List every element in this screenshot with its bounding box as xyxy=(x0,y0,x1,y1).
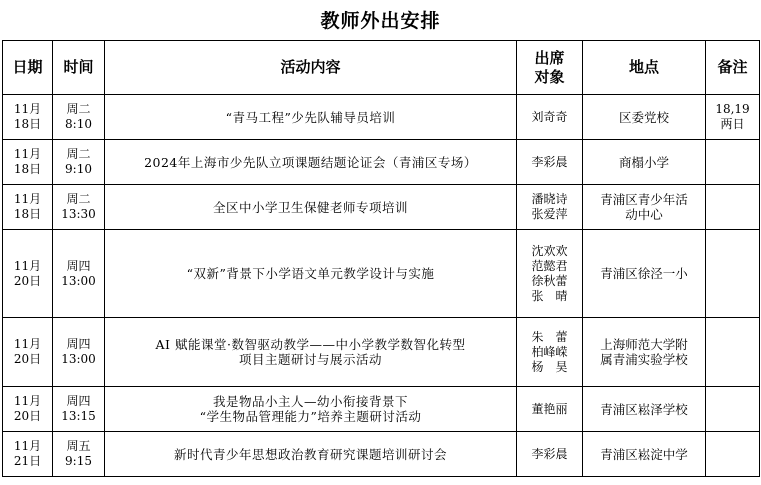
time-cell: 周四 13:15 xyxy=(53,387,105,432)
content-cell: 2024年上海市少先队立项课题结题论证会（青浦区专场） xyxy=(105,140,517,185)
table-row xyxy=(3,185,760,230)
date-cell: 11月 20日 xyxy=(3,387,53,432)
table-row xyxy=(3,95,760,140)
schedule-table xyxy=(2,40,760,477)
attendee-cell: 刘奇奇 xyxy=(517,95,583,140)
content-cell: 全区中小学卫生保健老师专项培训 xyxy=(105,185,517,230)
location-cell: 青浦区青少年活 动中心 xyxy=(583,185,706,230)
time-cell: 周五 9:15 xyxy=(53,432,105,477)
location-cell: 青浦区崧泽学校 xyxy=(583,387,706,432)
page-title: 教师外出安排 xyxy=(320,10,441,32)
location-cell: 区委党校 xyxy=(583,95,706,140)
table-row xyxy=(3,230,760,318)
header-time: 时间 xyxy=(53,41,105,95)
note-cell xyxy=(706,432,760,477)
note-cell xyxy=(706,318,760,387)
time-cell: 周二 13:30 xyxy=(53,185,105,230)
header-date: 日期 xyxy=(3,41,53,95)
attendee-cell: 潘晓诗 张爱萍 xyxy=(517,185,583,230)
content-cell: 我是物品小主人—幼小衔接背景下 “学生物品管理能力”培养主题研讨活动 xyxy=(105,387,517,432)
date-cell: 11月 18日 xyxy=(3,95,53,140)
note-cell xyxy=(706,387,760,432)
date-cell: 11月 18日 xyxy=(3,185,53,230)
attendee-cell: 董艳丽 xyxy=(517,387,583,432)
time-cell: 周四 13:00 xyxy=(53,318,105,387)
table-row xyxy=(3,140,760,185)
content-cell: “双新”背景下小学语文单元教学设计与实施 xyxy=(105,230,517,318)
location-cell: 青浦区崧淀中学 xyxy=(583,432,706,477)
date-cell: 11月 20日 xyxy=(3,230,53,318)
header-row xyxy=(3,41,760,95)
location-cell: 上海师范大学附 属青浦实验学校 xyxy=(583,318,706,387)
header-location: 地点 xyxy=(583,41,706,95)
table-row xyxy=(3,387,760,432)
attendee-cell: 沈欢欢 范懿君 徐秋蕾 张 晴 xyxy=(517,230,583,318)
note-cell xyxy=(706,230,760,318)
location-cell: 青浦区徐泾一小 xyxy=(583,230,706,318)
time-cell: 周二 9:10 xyxy=(53,140,105,185)
table-row xyxy=(3,318,760,387)
content-cell: 新时代青少年思想政治教育研究课题培训研讨会 xyxy=(105,432,517,477)
header-note: 备注 xyxy=(706,41,760,95)
time-cell: 周二 8:10 xyxy=(53,95,105,140)
time-cell: 周四 13:00 xyxy=(53,230,105,318)
content-cell: AI 赋能课堂·数智驱动教学——中小学教学数智化转型 项目主题研讨与展示活动 xyxy=(105,318,517,387)
attendee-cell: 李彩晨 xyxy=(517,140,583,185)
date-cell: 11月 18日 xyxy=(3,140,53,185)
date-cell: 11月 20日 xyxy=(3,318,53,387)
content-cell: “青马工程”少先队辅导员培训 xyxy=(105,95,517,140)
header-attendee: 出席 对象 xyxy=(517,41,583,95)
note-cell xyxy=(706,185,760,230)
attendee-cell: 朱 蕾 柏峰嵘 杨 昊 xyxy=(517,318,583,387)
date-cell: 11月 21日 xyxy=(3,432,53,477)
header-content: 活动内容 xyxy=(105,41,517,95)
note-cell: 18,19 两日 xyxy=(706,95,760,140)
attendee-cell: 李彩晨 xyxy=(517,432,583,477)
location-cell: 商榻小学 xyxy=(583,140,706,185)
table-row xyxy=(3,432,760,477)
note-cell xyxy=(706,140,760,185)
